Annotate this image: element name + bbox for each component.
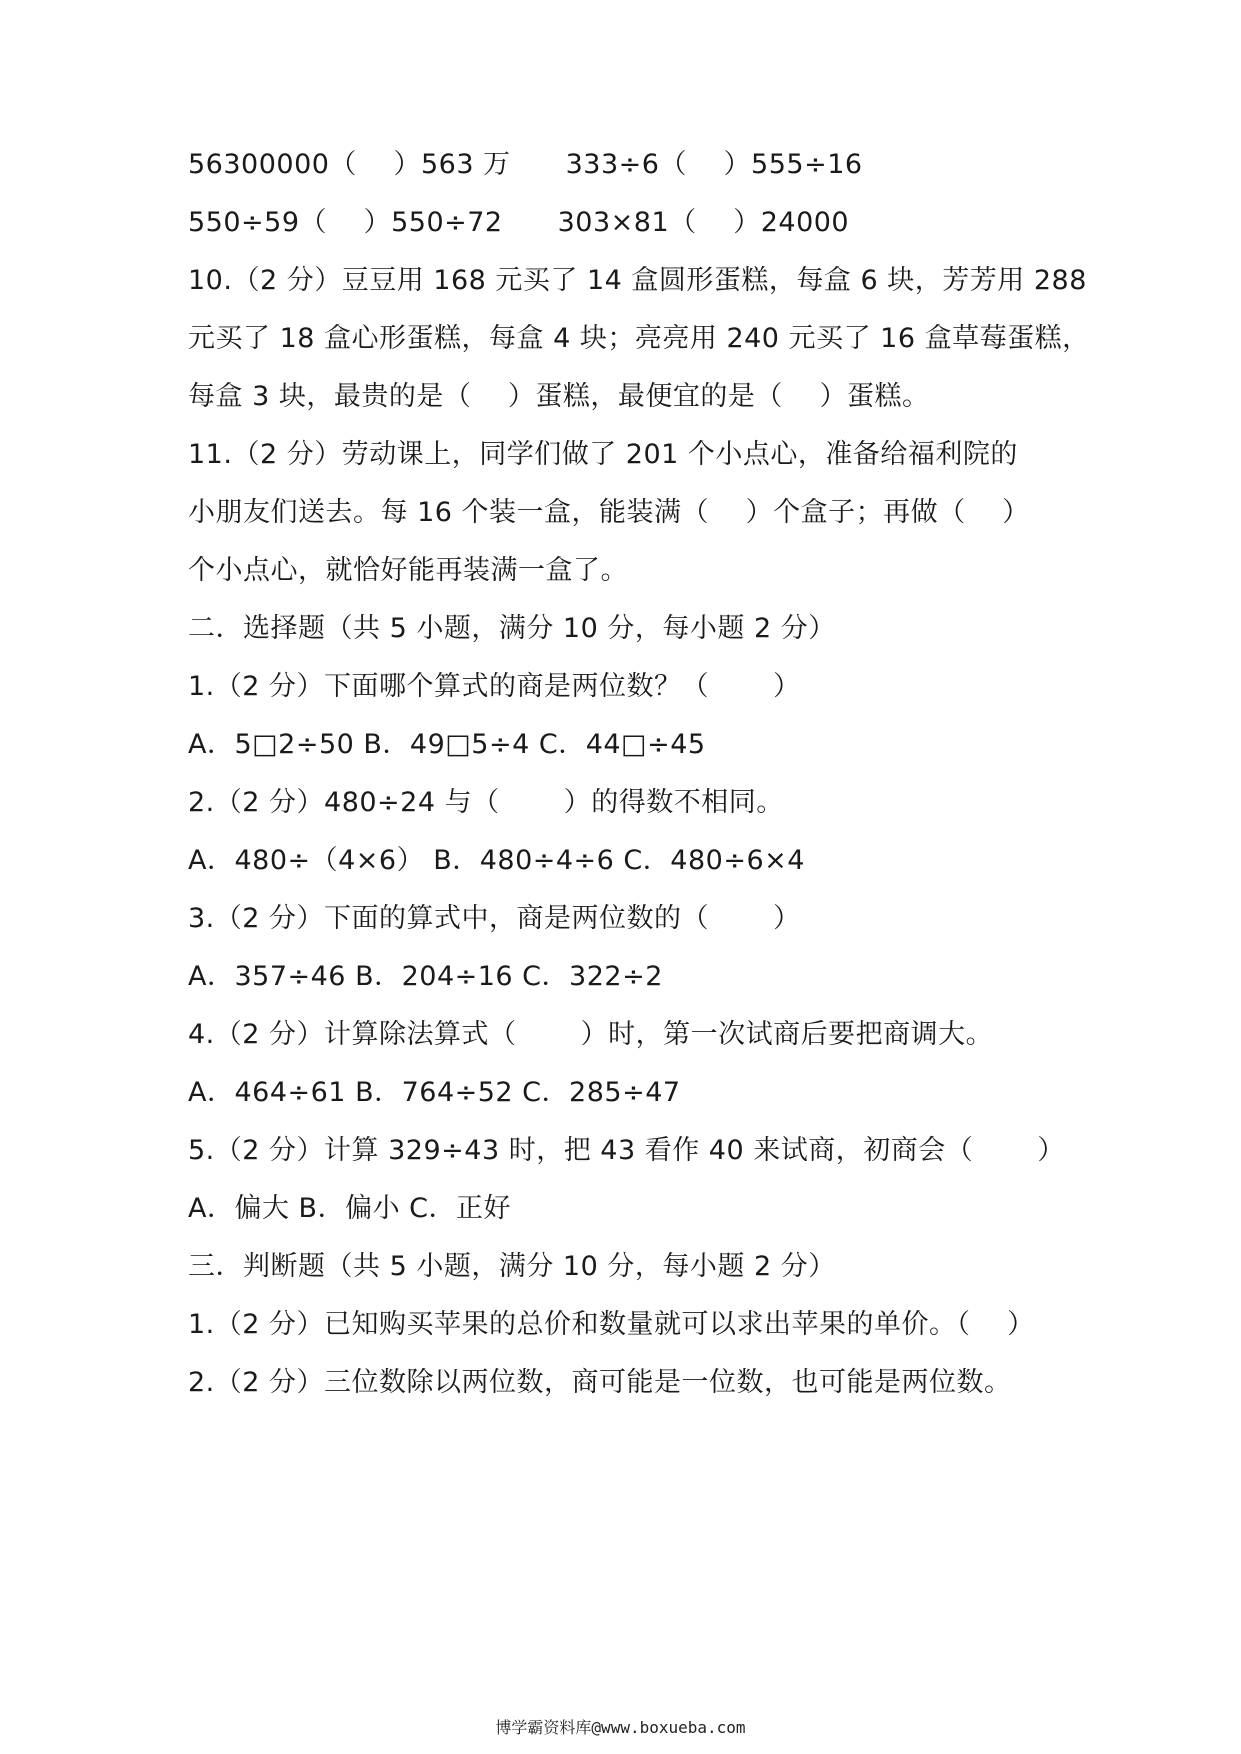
footer-watermark: 博学霸资料库@www.boxueba.com xyxy=(495,1718,746,1737)
question-11-line-1: 11.（2 分）劳动课上，同学们做了 201 个小点心，准备给福利院的 xyxy=(188,439,1018,470)
choice-question-5: 5.（2 分）计算 329÷43 时，把 43 看作 40 来试商，初商会（ ） xyxy=(188,1135,1065,1166)
choice-question-2: 2.（2 分）480÷24 与（ ）的得数不相同。 xyxy=(188,787,784,818)
choice-question-2-options: A．480÷（4×6） B．480÷4÷6 C．480÷6×4 xyxy=(188,845,805,876)
choice-question-4: 4.（2 分）计算除法算式（ ）时，第一次试商后要把商调大。 xyxy=(188,1019,994,1050)
choice-question-3-options: A．357÷46 B．204÷16 C．322÷2 xyxy=(188,961,663,992)
choice-question-1-options: A．5□2÷50 B．49□5÷4 C．44□÷45 xyxy=(188,729,706,760)
question-10-line-2: 元买了 18 盒心形蛋糕，每盒 4 块；亮亮用 240 元买了 16 盒草莓蛋糕， xyxy=(188,323,1090,354)
choice-question-1: 1.（2 分）下面哪个算式的商是两位数？（ ） xyxy=(188,671,801,702)
question-10-line-3: 每盒 3 块，最贵的是（ ）蛋糕，最便宜的是（ ）蛋糕。 xyxy=(188,381,930,412)
section-2-heading: 二．选择题（共 5 小题，满分 10 分，每小题 2 分） xyxy=(188,613,836,644)
question-10-line-1: 10.（2 分）豆豆用 168 元买了 14 盒圆形蛋糕，每盒 6 块，芳芳用 288 xyxy=(188,265,1087,296)
section-3-heading: 三．判断题（共 5 小题，满分 10 分，每小题 2 分） xyxy=(188,1251,836,1282)
compare-line-1: 56300000（ ）563 万 333÷6（ ）555÷16 xyxy=(188,149,863,180)
question-11-line-2: 小朋友们送去。每 16 个装一盒，能装满（ ）个盒子；再做（ ） xyxy=(188,497,1030,528)
choice-question-5-options: A．偏大 B．偏小 C．正好 xyxy=(188,1193,512,1224)
judge-question-2: 2.（2 分）三位数除以两位数，商可能是一位数，也可能是两位数。 xyxy=(188,1367,1012,1398)
choice-question-3: 3.（2 分）下面的算式中，商是两位数的（ ） xyxy=(188,903,801,934)
judge-question-1: 1.（2 分）已知购买苹果的总价和数量就可以求出苹果的单价。（ ） xyxy=(188,1309,1035,1340)
question-11-line-3: 个小点心，就恰好能再装满一盒了。 xyxy=(188,555,628,586)
choice-question-4-options: A．464÷61 B．764÷52 C．285÷47 xyxy=(188,1077,681,1108)
compare-line-2: 550÷59（ ）550÷72 303×81（ ）24000 xyxy=(188,207,850,238)
